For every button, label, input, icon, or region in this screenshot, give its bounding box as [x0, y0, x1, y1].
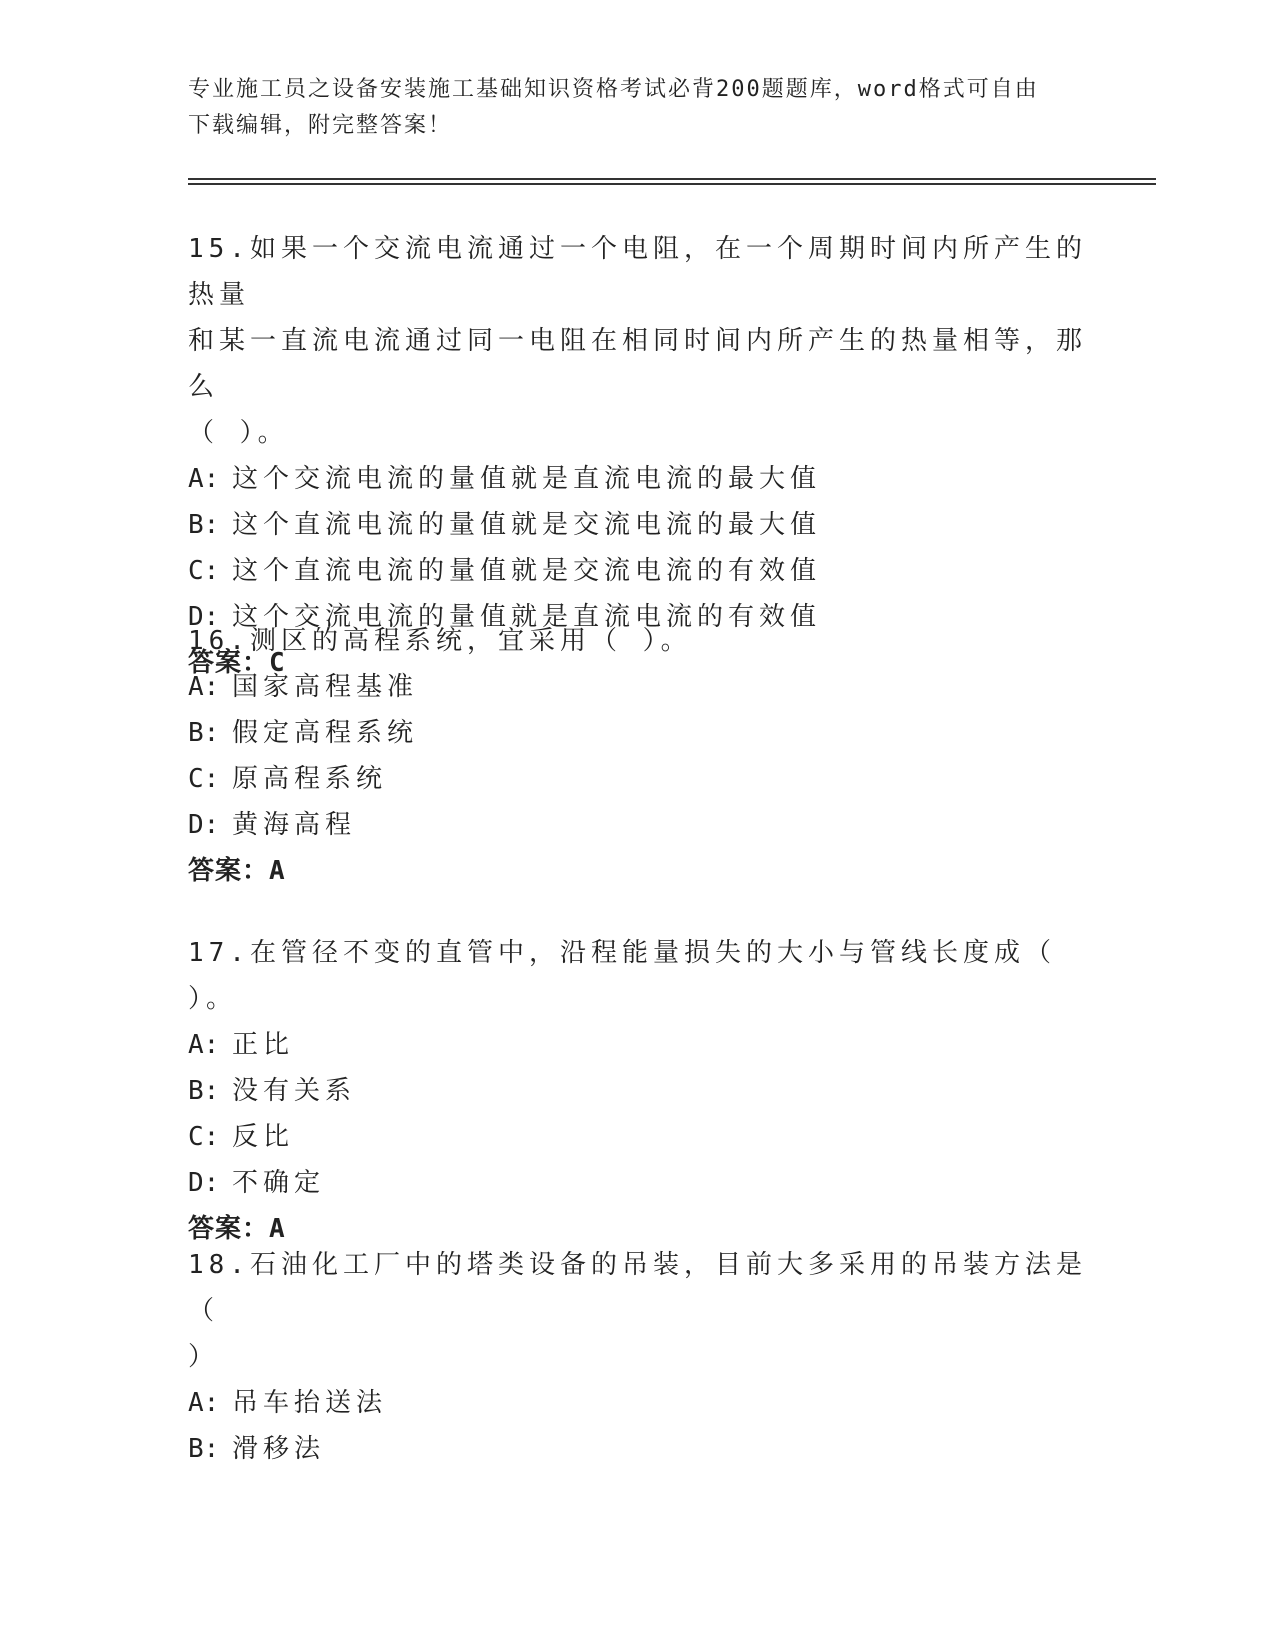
option-key: D: [188, 810, 220, 840]
answer-label: 答案：C [188, 648, 286, 678]
option-text: 原高程系统 [232, 764, 388, 794]
option-text: 这个交流电流的量值就是直流电流的有效值 [232, 602, 822, 632]
question-stem-line: 16.测区的高程系统，宜采用（ ）。 [188, 626, 692, 656]
question-18 [188, 1242, 1088, 1472]
question-17 [188, 930, 1088, 1252]
option-text: 滑移法 [232, 1434, 326, 1464]
option-d [188, 802, 1088, 848]
option-b [188, 502, 1088, 548]
option-key: D: [188, 1168, 220, 1198]
option-d [188, 1160, 1088, 1206]
question-15 [188, 226, 1088, 686]
option-b [188, 1426, 1088, 1472]
option-key: D: [188, 602, 220, 632]
option-key: B: [188, 1076, 220, 1106]
question-stem-line: ） [188, 1342, 220, 1372]
option-text: 吊车抬送法 [232, 1388, 388, 1418]
header-divider-bottom [188, 183, 1156, 185]
option-key: A: [188, 672, 220, 702]
option-key: B: [188, 510, 220, 540]
option-c [188, 1114, 1088, 1160]
option-key: C: [188, 764, 220, 794]
option-text: 不确定 [232, 1168, 326, 1198]
option-text: 这个交流电流的量值就是直流电流的最大值 [232, 464, 822, 494]
option-key: B: [188, 718, 220, 748]
question-stem-line: 和某一直流电流通过同一电阻在相同时间内所产生的热量相等，那么 [188, 326, 1088, 402]
option-text: 没有关系 [232, 1076, 357, 1106]
header-line-2: 下载编辑，附完整答案！ [188, 113, 453, 138]
question-stem-line: 18.石油化工厂中的塔类设备的吊装，目前大多采用的吊装方法是（ [188, 1250, 1087, 1326]
header-divider-top [188, 178, 1156, 180]
option-text: 假定高程系统 [232, 718, 419, 748]
option-a [188, 1022, 1088, 1068]
option-text: 这个直流电流的量值就是交流电流的最大值 [232, 510, 822, 540]
question-stem-line: （ ）。 [188, 418, 289, 448]
option-a [188, 1380, 1088, 1426]
answer-label: 答案：A [188, 1214, 286, 1244]
option-c [188, 756, 1088, 802]
option-a [188, 456, 1088, 502]
option-text: 反比 [232, 1122, 295, 1152]
question-16 [188, 618, 1088, 894]
option-text: 黄海高程 [232, 810, 357, 840]
option-text: 国家高程基准 [232, 672, 419, 702]
option-b [188, 1068, 1088, 1114]
option-text: 这个直流电流的量值就是交流电流的有效值 [232, 556, 822, 586]
answer-label: 答案：A [188, 856, 286, 886]
option-a [188, 664, 1088, 710]
option-key: B: [188, 1434, 220, 1464]
option-c [188, 548, 1088, 594]
option-key: A: [188, 1030, 220, 1060]
option-b [188, 710, 1088, 756]
option-key: A: [188, 1388, 220, 1418]
option-key: C: [188, 556, 220, 586]
option-key: C: [188, 1122, 220, 1152]
header-line-1: 专业施工员之设备安装施工基础知识资格考试必背200题题库，word格式可自由 [188, 77, 1039, 102]
option-text: 正比 [232, 1030, 295, 1060]
question-stem-line: 17.在管径不变的直管中，沿程能量损失的大小与管线长度成（ ）。 [188, 938, 1056, 1014]
option-key: A: [188, 464, 220, 494]
question-stem-line: 15.如果一个交流电流通过一个电阻，在一个周期时间内所产生的热量 [188, 234, 1087, 310]
document-header [188, 72, 1068, 144]
